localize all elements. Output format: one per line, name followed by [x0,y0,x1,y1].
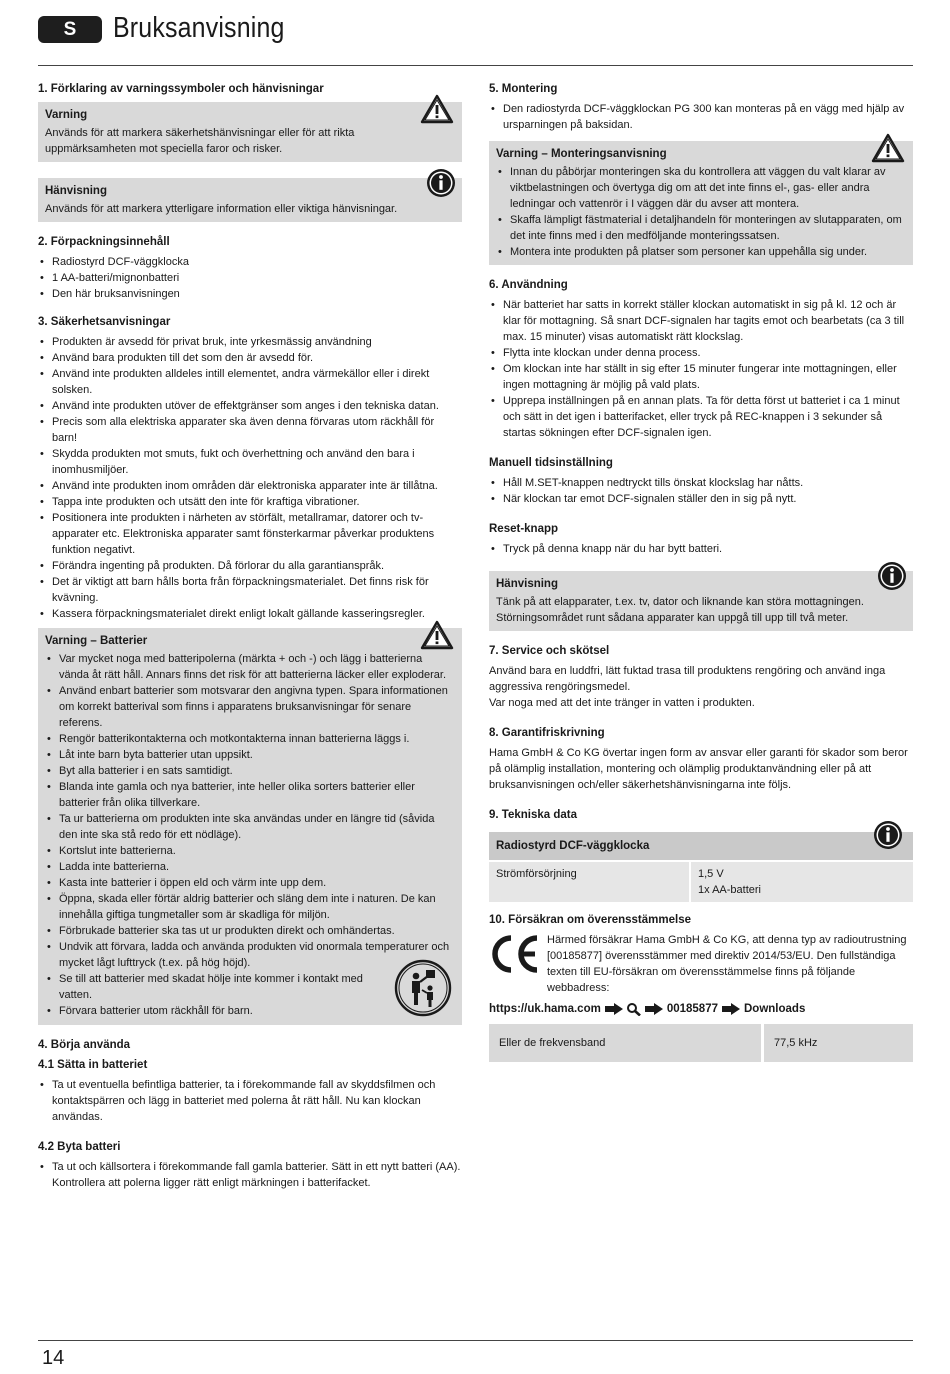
spec-table-title: Radiostyrd DCF-väggklocka [496,840,650,852]
spec-value-voltage: 1,5 V [698,868,724,880]
care-text: Använd bara en luddfri, lätt fuktad trasa till produktens rengöring och använd inga aggressiva rengöringsmedel. [489,665,886,693]
list-item: • Ladda inte batterierna. [45,859,453,875]
section-5-title: 5. Montering [489,83,558,95]
section-2-title: 2. Förpackningsinnehåll [38,236,170,248]
section-9-title: 9. Tekniska data [489,809,577,821]
list-item: • Den här bruksanvisningen [38,286,462,302]
mounting-warning-title: Varning – Monteringsanvisning [496,148,667,160]
list-item: • Ta ut och källsortera i förekommande fall gamla batterier. Sätt in ett nytt batteri (AA). Kontrollera att polerna ligger rätt enligt märkningen i batterifacket. [38,1159,462,1191]
keep-away-from-children-icon [394,959,452,1017]
frequency-table-row [489,1024,913,1062]
usage-list [489,297,913,441]
list-item: • Förändra ingenting på produkten. Då förlorar du alla garantianspråk. [38,558,462,574]
list-item: • Rengör batterikontakterna och motkontakterna innan batterierna läggs i. [45,731,453,747]
ce-mark-icon [489,934,541,974]
warning-icon [871,133,905,163]
section-10-title: 10. Försäkran om överensstämmelse [489,914,691,926]
language-badge: S [38,16,102,43]
list-item: • Flytta inte klockan under denna process. [489,345,913,361]
list-item: • Förvara batterier utom räckhåll för barn. [45,1003,453,1019]
section-1-title: 1. Förklaring av varningssymboler och hänvisningar [38,83,324,95]
declaration [489,932,913,996]
section-7 [489,643,913,711]
list-item: • Var mycket noga med batteripolerna (märkta + och -) och lägg i batterierna vända åt rätt håll. Annars finns det risk för att batterierna läcker eller exploderar. [45,651,453,683]
download-path [489,1000,913,1018]
battery-warning-title: Varning – Batterier [45,635,148,647]
note-title: Hänvisning [496,578,558,590]
warranty-text: Hama GmbH & Co KG övertar ingen form av ansvar eller garanti för skador som beror på olämplig installation, montering och olämplig produktanvändning eller på att bruksanvisningen och/eller säkerhetshänvisningarna inte följs. [489,747,908,791]
list-item: • Ta ur batterierna om produkten inte ska användas under en längre tid (såvida den inte ska stå redo för ett nödläge). [45,811,453,843]
list-item: • Montera inte produkten på platser som personer kan uppehålla sig under. [496,244,906,260]
list-item: • Kortslut inte batterierna. [45,843,453,859]
list-item: • Öppna, skada eller förtär aldrig batterier och släng dem inte i naturen. De kan innehålla giftiga tungmetaller som är skadliga för miljön. [45,891,453,923]
reset-list [489,541,913,557]
battery-warning-box [38,628,462,1025]
left-column [38,81,462,1203]
mounting-list [489,101,913,133]
manual-time-title: Manuell tidsinställning [489,457,613,469]
info-icon [873,820,903,850]
page-number: 14 [42,1347,65,1369]
section-8-title: 8. Garantifriskrivning [489,727,605,739]
replace-battery-list [38,1159,462,1191]
list-item: • Använd inte produkten inom områden där elektroniska apparater inte är tillåtna. [38,478,462,494]
info-icon [877,561,907,591]
spec-table-row [489,860,913,902]
list-item: • Håll M.SET-knappen nedtryckt tills önskat klockslag har nåtts. [489,475,913,491]
list-item: • Om klockan inte har ställt in sig efter 15 minuter fungerar inte mottagningen, eller ingen mottagning är möjlig på vald plats. [489,361,913,393]
list-item: • Ta ut eventuella befintliga batterier, ta i förekommande fall av skyddsfilmen och kontaktspärren och lägg in batteriet med polerna åt rätt håll. Nu kan klockan användas. [38,1077,462,1125]
list-item: • Skydda produkten mot smuts, fukt och överhettning och använd den bara i inomhusmiljöer. [38,446,462,478]
manual-time-list [489,475,913,507]
section-3-title: 3. Säkerhetsanvisningar [38,316,171,328]
frequency-value: 77,5 kHz [774,1037,818,1049]
list-item: • Radiostyrd DCF-väggklocka [38,254,462,270]
section-2 [38,234,462,302]
list-item: • Tryck på denna knapp när du har bytt batteri. [489,541,913,557]
warning-icon [420,620,454,650]
list-item: • Låt inte barn byta batterier utan uppsikt. [45,747,453,763]
list-item: • Använd bara produkten till det som den är avsedd för. [38,350,462,366]
list-item: • Undvik att förvara, ladda och använda produkten vid onormala temperaturer och mycket lågt lufttryck (t.ex. på hög höjd). [45,939,453,971]
page-title: Bruksanvisning [113,12,285,44]
section-9 [489,807,913,902]
list-item: • Upprepa inställningen på en annan plats. Ta för detta först ut batteriet i ca 1 minut och sätt in det igen i batterifacket, eller tryck på REC-knappen i 3 sekunder så startas sökningen efter DCF-signalen igen. [489,393,913,441]
section-6-title: 6. Användning [489,279,568,291]
package-list [38,254,462,302]
section-3 [38,314,462,622]
article-number: 00185877 [666,1003,718,1015]
list-item: • Använd inte produkten alldeles intill elementet, andra värmekällor eller i direkt solsken. [38,366,462,398]
care-text: Var noga med att det inte tränger in vatten i produkten. [489,697,755,709]
warning-text: Används för att markera säkerhetshänvisningar eller för att rikta uppmärksamheten mot speciella faror och risker. [45,127,355,155]
arrow-right-icon [722,1003,740,1015]
warning-icon [420,94,454,124]
section-10 [489,912,913,1062]
note-text: Används för att markera ytterligare information eller viktiga hänvisningar. [45,203,398,215]
section-4-1-title: 4.1 Sätta in batteriet [38,1059,148,1071]
list-item: • Skaffa lämpligt fästmaterial i detaljhandeln för monteringen av slutapparaten, om det inte finns med i den medföljande monteringssatsen. [496,212,906,244]
section-7-title: 7. Service och skötsel [489,645,610,657]
list-item: • Det är viktigt att barn hålls borta från förpackningsmaterialet. Det finns risk för kvävning. [38,574,462,606]
section-4 [38,1037,462,1191]
reset-title: Reset-knapp [489,523,559,535]
list-item: • Precis som alla elektriska apparater ska även denna förvaras utom räckhåll för barn! [38,414,462,446]
manual-time-section [489,455,913,507]
reset-section [489,521,913,557]
website-link[interactable]: https://uk.hama.com [489,1003,601,1015]
list-item: • Använd inte produkten utöver de effektgränser som anges i den tekniska datan. [38,398,462,414]
list-item: • Se till att batterier med skadat hölje inte kommer i kontakt med vatten. [45,971,453,1003]
note-title: Hänvisning [45,185,107,197]
mounting-warning-box [489,141,913,265]
arrow-right-icon [645,1003,663,1015]
mounting-warning-list [496,164,906,260]
list-item: • Tappa inte produkten och utsätt den inte för kraftiga vibrationer. [38,494,462,510]
section-6 [489,277,913,441]
spec-label: Strömförsörjning [489,862,691,902]
right-column [489,81,913,1062]
spec-value-battery: 1x AA-batteri [698,884,761,896]
arrow-right-icon [605,1003,623,1015]
list-item: • Använd enbart batterier som motsvarar den angivna typen. Spara informationen om korrekt batterival som finns i apparatens bruksanvisningar för senare referens. [45,683,453,731]
downloads-label: Downloads [744,1003,806,1015]
spec-table-header [489,832,913,860]
note-text: Tänk på att elapparater, t.ex. tv, dator och liknande kan störa mottagningen. Störningsområdet runt sådana apparater kan uppgå till upp till två meter. [496,596,864,624]
list-item: • Innan du påbörjar monteringen ska du kontrollera att väggen du valt klarar av viktbelastningen och övertyga dig om att det inte finns el-, gas- eller andra ledningar och vattenrör i I väggen där du avser att montera. [496,164,906,212]
list-item: • Blanda inte gamla och nya batterier, inte heller olika sorters batterier eller batterier från olika tillverkare. [45,779,453,811]
search-icon [627,1003,641,1016]
list-item: • Byt alla batterier i en sats samtidigt. [45,763,453,779]
list-item: • Positionera inte produkten i närheten av störfält, metallramar, datorer och tv-apparater etc. Elektroniska apparater samt fönsterkarmar påverkar produktens funktion negativt. [38,510,462,558]
warning-title: Varning [45,109,88,121]
list-item: • Kassera förpackningsmaterialet direkt enligt lokalt gällande kasseringsregler. [38,606,462,622]
section-4-2-title: 4.2 Byta batteri [38,1141,121,1153]
list-item: • Produkten är avsedd för privat bruk, inte yrkesmässig användning [38,334,462,350]
warning-box [38,102,462,162]
list-item: • När klockan tar emot DCF-signalen ställer den in sig på nytt. [489,491,913,507]
frequency-label: Eller de frekvensband [489,1024,764,1062]
section-5 [489,81,913,133]
note-box [489,571,913,631]
declaration-text: Härmed försäkrar Hama GmbH & Co KG, att denna typ av radioutrustning [00185877] överensstämmer med direktiv 2014/53/EU. Den fullständiga texten till EU-försäkran om överensstämmelse finns på följande webbadress: [547,934,907,994]
insert-battery-list [38,1077,462,1125]
safety-list [38,334,462,622]
section-8 [489,725,913,793]
list-item: • Kasta inte batterier i öppen eld och värm inte upp dem. [45,875,453,891]
list-item: • Den radiostyrda DCF-väggklockan PG 300 kan monteras på en vägg med hjälp av ursparningen på baksidan. [489,101,913,133]
list-item: • När batteriet har satts in korrekt ställer klockan automatiskt in sig på kl. 12 och är klar för mottagning. Så snart DCF-signalen har tagits emot och bearbetats (ca 3 till max. 15 minuter) visas automatiskt rätt klockslag. [489,297,913,345]
note-box [38,178,462,222]
spec-value [691,862,768,902]
section-4-title: 4. Börja använda [38,1039,131,1051]
info-icon [426,168,456,198]
list-item: • Förbrukade batterier ska tas ut ur produkten direkt och omhändertas. [45,923,453,939]
page-footer [38,1340,913,1369]
page-header [38,14,913,66]
list-item: • 1 AA-batteri/mignonbatteri [38,270,462,286]
